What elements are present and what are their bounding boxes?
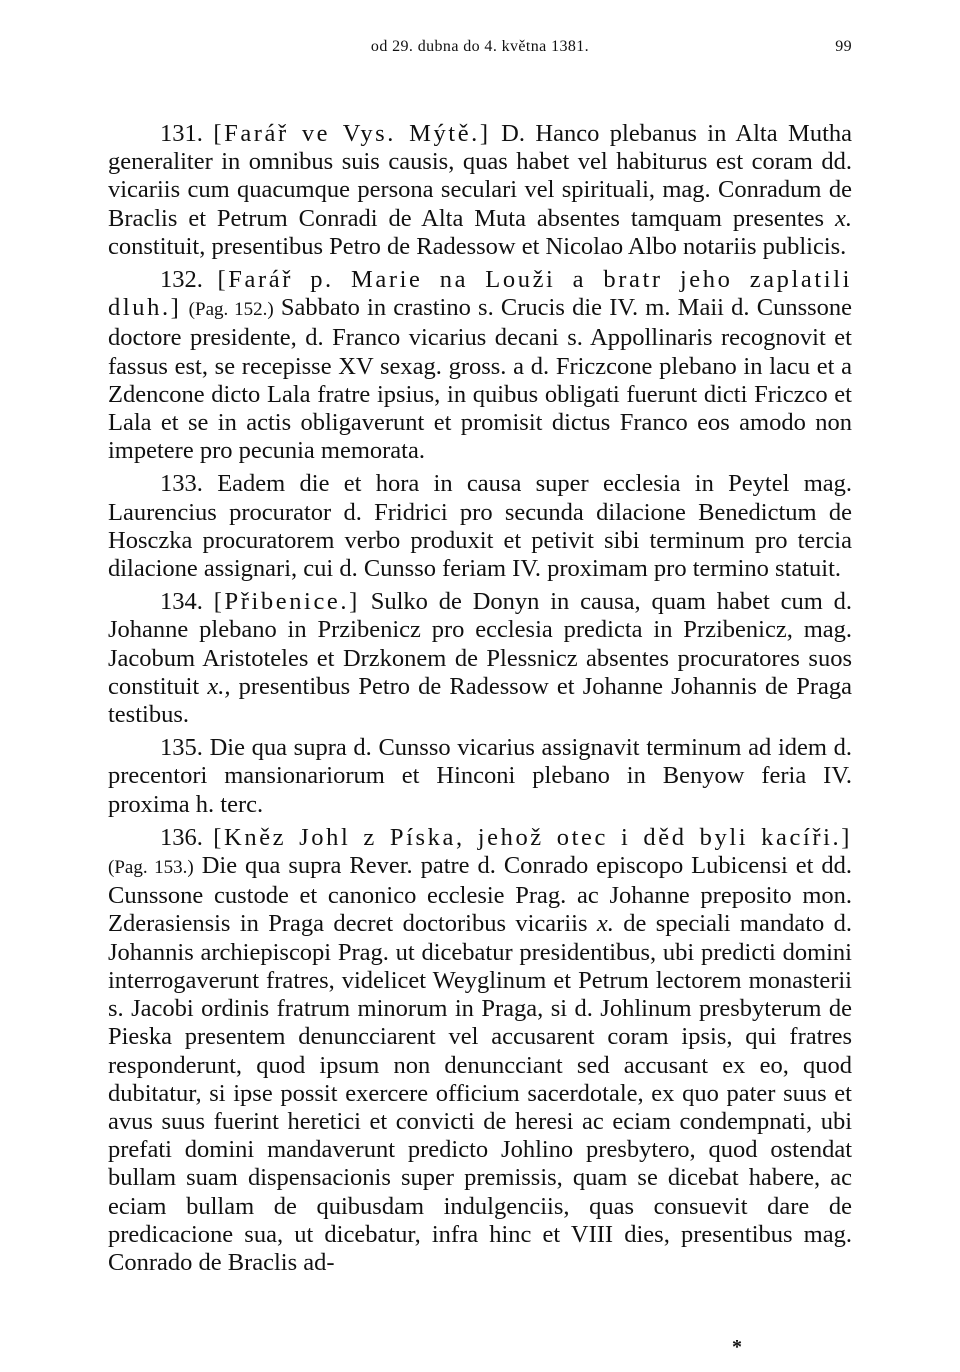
- entry-text-continued: de speciali mandato d. Johannis archiepiscopi Prag. ut dicebatur presidentibus, ubi predicti domini interrogaverunt fratres, videlicet Weyglinum et Petrum lectorem monasterii s. Jacobi ordinis fratrum minorum in Praga, si d. Johlinum presbyterum de Pieska presentem denuncciarent vel accusarent coram ipsis, qui fratres responderunt, quod ipsum non denuncciant sed accusant ex eo, quod dubitatur, si ipse possit exercere officium sacerdotale, ex quo pater suus et avus suus fuerint heretici et convicti de heresi ac eciam condempnati, ubi prefati domini mandaverunt predicto Johlino presbytero, quod ostendat bullam suam dispensacionis super premissis, quam se dicebat habere, ac eciam bullam de quibusdam indulgenciis, quas consuevit dare de predicacione sua, ut dicebatur, infra hinc et VIII dies, presentibus mag. Conrado de Braclis ad-: [108, 910, 853, 1276]
- x-mark: x.,: [207, 672, 231, 700]
- entry-heading: [Farář ve Vys. Mýtě.]: [213, 120, 491, 147]
- entry-number: 132.: [160, 266, 203, 294]
- entry-132: [108, 266, 852, 465]
- entry-heading: [Přibenice.]: [213, 588, 360, 616]
- entry-number: 135.: [160, 734, 203, 762]
- entry-text: Die qua supra Rever. patre d. Conrado episcopo Lubicensi et dd. Cunssone custode et canonico ecclesie Prag. ac Johanne preposito mon. Zderasiensis in Praga decret doctoribus vicariis: [108, 852, 853, 938]
- entry-number: 134.: [160, 588, 203, 616]
- entry-text-continued: constituit, presentibus Petro de Radessow et Nicolao Albo notariis publicis.: [108, 232, 847, 260]
- entry-text: Die qua supra d. Cunsso vicarius assignavit terminum ad idem d. precentori mansionariorum et Hinconi plebano in Benyow feria IV. proxima h. terc.: [108, 734, 852, 818]
- entry-134: [108, 588, 852, 729]
- x-mark: x.: [596, 910, 614, 938]
- page-reference: (Pag. 152.): [188, 299, 274, 321]
- signature-mark: *: [732, 1336, 742, 1358]
- page-reference: (Pag. 153.): [108, 857, 194, 879]
- entry-133: [108, 470, 852, 583]
- entry-text: Sulko de Donyn in causa, quam habet cum d. Johanne plebano in Przibenicz pro ecclesia predicta in Przibenicz, mag. Jacobum Aristoteles et Drzkonem de Plessnicz absentes procuratores suos constituit: [108, 588, 853, 700]
- entry-number: 131.: [160, 120, 203, 147]
- running-header: [108, 30, 852, 66]
- entry-number: 136.: [160, 823, 203, 851]
- entry-heading: [Kněz Johl z Píska, jehož otec i děd byli kacíři.]: [213, 823, 853, 851]
- running-title: od 29. dubna do 4. května 1381.: [370, 38, 590, 55]
- entry-text: Eadem die et hora in causa super ecclesia in Peytel mag. Laurencius procurator d. Fridrici pro secunda dilacione Benedictum de Hosczka procuratorem verbo produxit et petivit sibi terminum pro tercia dilacione assignari, cui d. Cunsso feriam IV. proximam pro termino statuit.: [108, 470, 853, 583]
- entry-text: D. Hanco plebanus in Alta Mutha generaliter in omnibus suis causis, quas habet vel habiturus est coram dd. vicariis cum quacumque persona seculari vel spirituali, mag. Conradum de Braclis et Petrum Conradi de Alta Muta absentes tamquam presentes: [108, 120, 853, 232]
- entry-heading: [Farář p. Marie na Louži a bratr jeho zaplatili dluh.]: [108, 266, 853, 322]
- x-mark: x.: [835, 204, 852, 232]
- entry-text: Sabbato in crastino s. Crucis die IV. m. Maii d. Cunssone doctore presidente, d. Franco vicarius decani s. Appollinaris recognovit et fassus est, se recepisse XV sexag. gross. a d. Friczcone plebano in lacu et a Zdencone dicto Lala fratre ipsius, in quibus obligati fuerunt dicti Friczco et Lala et se in actis obligaverunt et promisit dictus Franco eos amodo non impetere pro pecunia memorata.: [108, 294, 853, 465]
- page-number: 99: [835, 38, 852, 55]
- entry-136: [108, 824, 852, 1277]
- entry-number: 133.: [160, 470, 203, 498]
- entry-135: [108, 734, 852, 819]
- entry-131: [108, 120, 852, 261]
- entry-text-continued: presentibus Petro de Radessow et Johanne Johannis de Praga testibus.: [108, 672, 853, 729]
